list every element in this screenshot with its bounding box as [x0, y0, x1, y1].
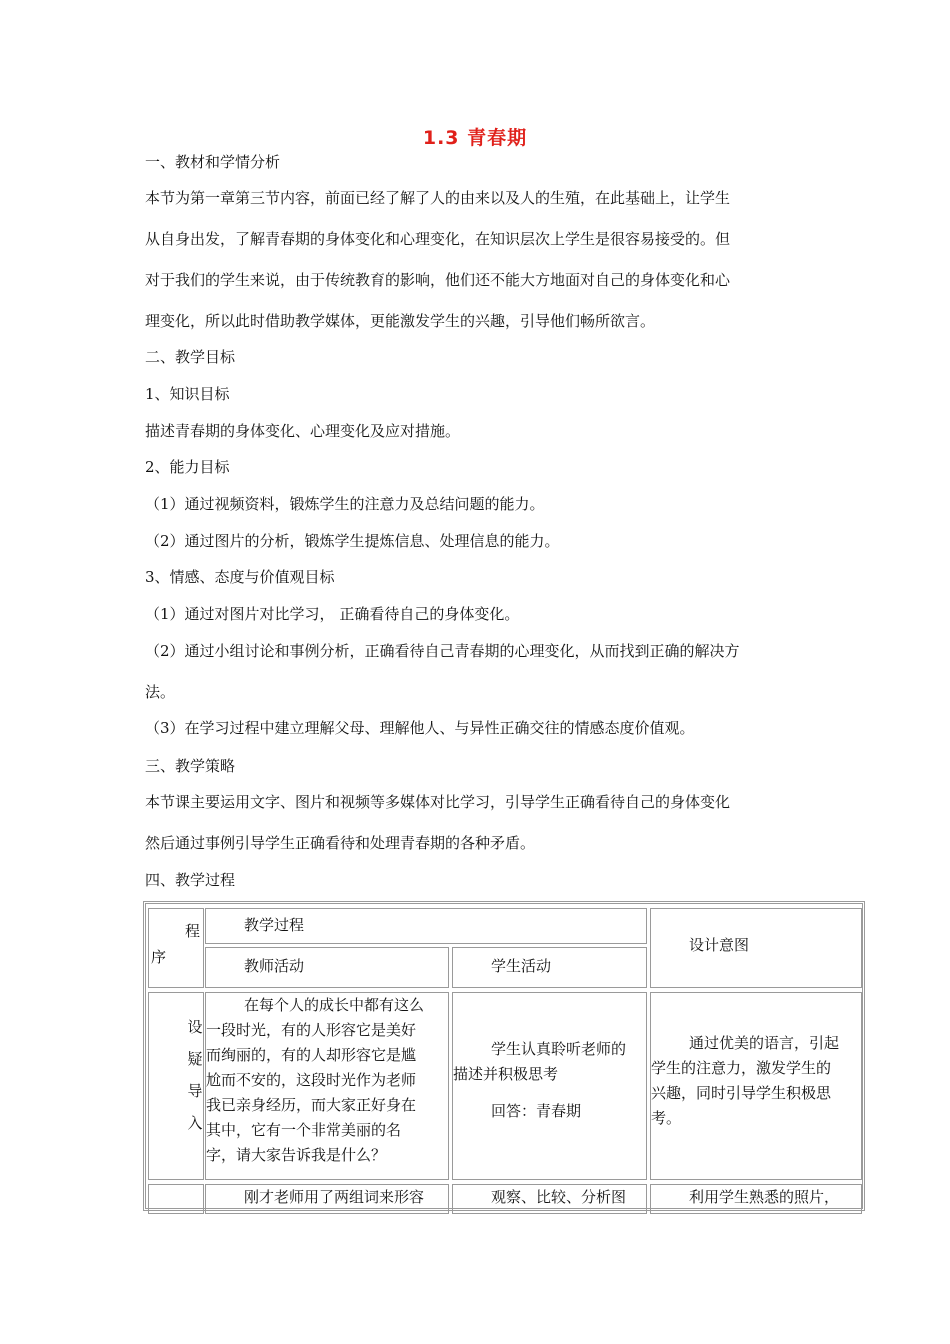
stage-char: 疑 — [187, 1050, 203, 1068]
student-activity-cell — [452, 992, 647, 1180]
header-program-char: 程 — [185, 922, 201, 940]
section-heading-4: 四、教学过程 — [145, 871, 236, 889]
paragraph-line: 描述青春期的身体变化、心理变化及应对措施。 — [145, 422, 461, 440]
stage-cell — [148, 1184, 204, 1214]
header-student-cell — [452, 947, 647, 988]
list-item: （3）在学习过程中建立理解父母、理解他人、与异性正确交往的情感态度价值观。 — [145, 719, 695, 737]
header-intent-cell — [650, 908, 862, 988]
paragraph-line: 理变化，所以此时借助教学媒体，更能激发学生的兴趣，引导他们畅所欲言。 — [145, 312, 656, 330]
teacher-line: 字，请大家告诉我是什么？ — [206, 1146, 387, 1164]
student-line: 回答：青春期 — [491, 1102, 582, 1120]
teacher-line: 在每个人的成长中都有这么 — [244, 996, 425, 1014]
teacher-line: 我已亲身经历，而大家正好身在 — [206, 1096, 417, 1114]
student-line: 观察、比较、分析图 — [491, 1188, 627, 1206]
student-activity-cell — [452, 1184, 647, 1214]
header-teacher-cell — [205, 947, 449, 988]
intent-line: 兴趣，同时引导学生积极思 — [651, 1084, 832, 1102]
intent-line: 考。 — [651, 1109, 682, 1127]
list-item: （1）通过对图片对比学习， 正确看待自己的身体变化。 — [145, 605, 520, 623]
stage-char: 导 — [187, 1082, 203, 1100]
subsection-heading: 1、知识目标 — [145, 385, 230, 403]
teacher-line: 尬而不安的，这段时光作为老师 — [206, 1071, 417, 1089]
teacher-line: 其中，它有一个非常美丽的名 — [206, 1121, 402, 1139]
intent-line: 通过优美的语言，引起 — [689, 1034, 840, 1052]
header-intent-label: 设计意图 — [689, 936, 750, 954]
teaching-process-table — [143, 901, 865, 1211]
teacher-line: 刚才老师用了两组词来形容 — [244, 1188, 425, 1206]
teacher-activity-cell — [205, 1184, 449, 1214]
subsection-heading: 3、情感、态度与价值观目标 — [145, 568, 335, 586]
subsection-heading: 2、能力目标 — [145, 458, 230, 476]
paragraph-line: 本节课主要运用文字、图片和视频等多媒体对比学习，引导学生正确看待自己的身体变化 — [145, 793, 731, 811]
stage-char: 设 — [187, 1018, 203, 1036]
header-process-label: 教学过程 — [244, 916, 305, 934]
section-heading-1: 一、教材和学情分析 — [145, 153, 281, 171]
header-student-label: 学生活动 — [491, 957, 552, 975]
paragraph-line: 本节为第一章第三节内容，前面已经了解了人的由来以及人的生殖，在此基础上，让学生 — [145, 189, 731, 207]
intent-line: 学生的注意力，激发学生的 — [651, 1059, 832, 1077]
stage-cell — [148, 992, 204, 1180]
list-item-continued: 法。 — [145, 683, 176, 701]
design-intent-cell — [650, 992, 862, 1180]
list-item: （2）通过图片的分析，锻炼学生提炼信息、处理信息的能力。 — [145, 532, 560, 550]
list-item: （2）通过小组讨论和事例分析，正确看待自己青春期的心理变化，从而找到正确的解决方 — [145, 642, 740, 660]
student-line: 描述并积极思考 — [453, 1065, 559, 1083]
design-intent-cell — [650, 1184, 862, 1214]
teacher-activity-cell — [205, 992, 449, 1180]
paragraph-line: 从自身出发，了解青春期的身体变化和心理变化，在知识层次上学生是很容易接受的。但 — [145, 230, 731, 248]
header-process-cell — [205, 908, 647, 944]
paragraph-line: 对于我们的学生来说，由于传统教育的影响，他们还不能大方地面对自己的身体变化和心 — [145, 271, 731, 289]
list-item: （1）通过视频资料，锻炼学生的注意力及总结问题的能力。 — [145, 495, 545, 513]
section-heading-2: 二、教学目标 — [145, 348, 236, 366]
paragraph-line: 然后通过事例引导学生正确看待和处理青春期的各种矛盾。 — [145, 834, 536, 852]
intent-line: 利用学生熟悉的照片， — [689, 1188, 840, 1206]
section-heading-3: 三、教学策略 — [145, 757, 236, 775]
stage-char: 入 — [187, 1114, 203, 1132]
page-title: 1.3 青春期 — [422, 127, 528, 149]
header-program-cell — [148, 908, 204, 988]
header-teacher-label: 教师活动 — [244, 957, 305, 975]
header-program-char: 序 — [151, 948, 167, 966]
teacher-line: 而绚丽的，有的人却形容它是尴 — [206, 1046, 417, 1064]
teacher-line: 一段时光，有的人形容它是美好 — [206, 1021, 417, 1039]
student-line: 学生认真聆听老师的 — [491, 1040, 627, 1058]
